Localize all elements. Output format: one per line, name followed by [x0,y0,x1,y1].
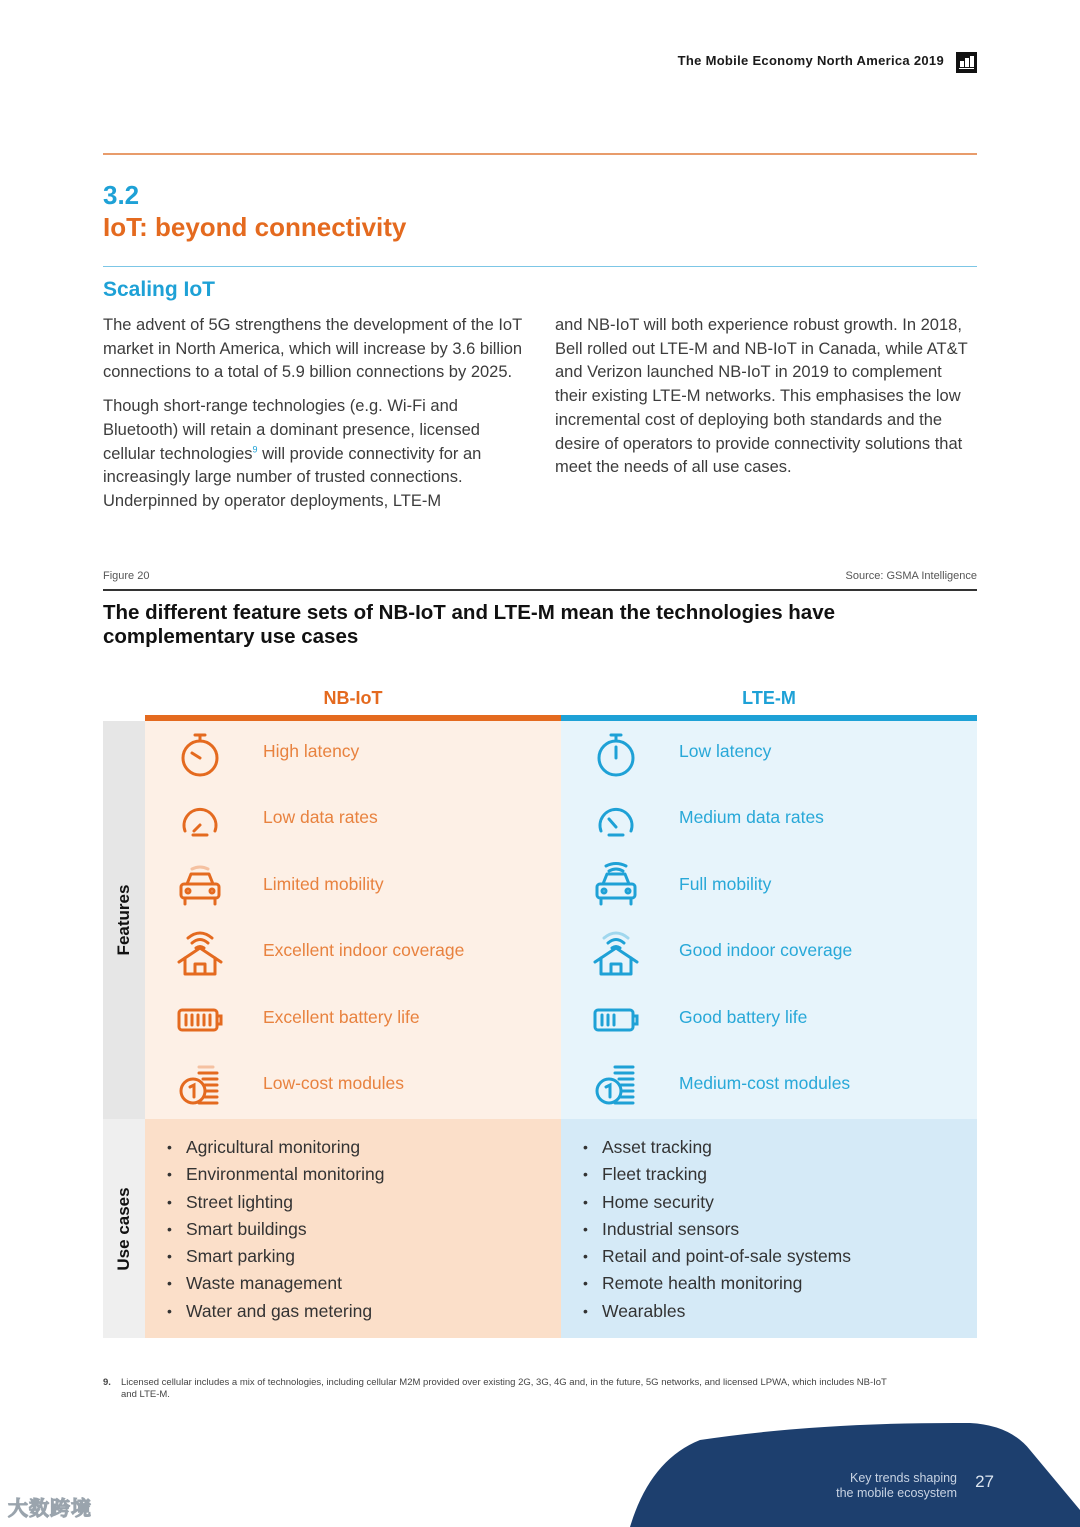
feature-text: Good indoor coverage [679,940,853,960]
feature-text: Good battery life [679,1007,808,1027]
feature-row [561,987,977,1053]
body-text: Though short-range technologies (e.g. Wi-Fi and Bluetooth) will retain a dominant presence, licensed cellular technologies [103,397,480,463]
list-item: • Home security [583,1189,851,1216]
feature-row [561,721,977,787]
figure-rule [103,589,977,591]
feature-text: Low-cost modules [263,1073,405,1093]
battery-icon [173,993,227,1047]
section-rule [103,153,977,155]
footnote-number: 9. [103,1377,111,1388]
page-number: 27 [975,1472,994,1491]
features-row-label [103,721,145,1119]
list-item: • Environmental monitoring [167,1161,384,1188]
nb-iot-column-header: NB-IoT [323,688,383,708]
feature-row [145,854,561,920]
running-header: The Mobile Economy North America 2019 [677,53,944,68]
footnote-text: Licensed cellular includes a mix of technologies, including cellular M2M provided over existing 2G, 3G, 4G and, in the future, 5G networks, and licensed LPWA, which includes NB-IoT and LTE-M. [121,1377,887,1400]
body-paragraph: The advent of 5G strengthens the development of the IoT market in North America, which will increase by 3.6 billion connections to a total of 5.9 billion connections by 2025. [103,316,523,382]
coins-icon [589,1059,643,1113]
feature-text: Limited mobility [263,874,384,894]
subsection-rule [103,266,977,267]
list-item: • Agricultural monitoring [167,1134,384,1161]
feature-text: High latency [263,741,360,761]
watermark: 大数跨境 [8,1498,92,1520]
body-text: will provide connectivity for an increasingly large number of trusted connections. Underpinned by operator deployments, LTE-M [103,444,482,510]
speedometer-icon [589,793,643,847]
footer-caption [836,1471,957,1501]
nb-iot-features [145,721,561,1119]
feature-row [561,920,977,986]
use-case-list [583,1134,851,1325]
house-signal-icon [589,926,643,980]
footer-caption-line: the mobile ecosystem [836,1486,957,1500]
feature-row [561,854,977,920]
stopwatch-icon [173,727,227,781]
features-label: Features [114,884,133,956]
list-item: • Waste management [167,1270,384,1297]
figure-label: Figure 20 [103,570,150,582]
footnote-ref[interactable]: 9 [252,444,258,455]
lte-m-features [561,721,977,1119]
section-title: IoT: beyond connectivity [103,212,407,242]
feature-row [145,1053,561,1119]
body-paragraph [103,395,533,514]
feature-text: Low data rates [263,807,378,827]
lte-m-use-cases [561,1119,977,1338]
feature-text: Medium data rates [679,807,824,827]
feature-text: Excellent battery life [263,1007,420,1027]
footnote [103,1377,903,1401]
list-item: • Retail and point-of-sale systems [583,1243,851,1270]
figure-source: Source: GSMA Intelligence [845,570,977,582]
feature-text: Full mobility [679,874,772,894]
feature-text: Medium-cost modules [679,1073,851,1093]
nb-iot-use-cases [145,1119,561,1338]
feature-row [561,787,977,853]
list-item: • Water and gas metering [167,1298,384,1325]
feature-row [145,920,561,986]
list-item: • Remote health monitoring [583,1270,851,1297]
list-item: • Asset tracking [583,1134,851,1161]
car-icon [173,860,227,914]
list-item: • Smart buildings [167,1216,384,1243]
use-cases-row-label [103,1119,145,1338]
section-number: 3.2 [103,180,140,210]
list-item: • Wearables [583,1298,851,1325]
car-icon [589,860,643,914]
list-item: • Industrial sensors [583,1216,851,1243]
lte-m-column-header: LTE-M [742,688,796,708]
use-cases-label: Use cases [114,1186,133,1271]
gsma-logo [956,52,977,73]
figure-title: The different feature sets of NB-IoT and LTE-M mean the technologies have complementary use cases [103,601,836,648]
feature-text: Low latency [679,741,772,761]
stopwatch-icon [589,727,643,781]
battery-icon [589,993,643,1047]
feature-text: Excellent indoor coverage [263,940,465,960]
feature-row [561,1053,977,1119]
coins-icon [173,1059,227,1113]
feature-row [145,721,561,787]
body-column-right [555,314,975,490]
feature-row [145,987,561,1053]
list-item: • Smart parking [167,1243,384,1270]
body-column-left [103,314,533,524]
list-item: • Fleet tracking [583,1161,851,1188]
body-paragraph: and NB-IoT will both experience robust growth. In 2018, Bell rolled out LTE-M and NB-IoT in Canada, while AT&T and Verizon launched NB-IoT in 2019 to complement their existing LTE-M networks. This emphasises the low incremental cost of deploying both standards and the desire of operators to provide connectivity solutions that meet the needs of all use cases. [555,316,968,477]
list-item: • Street lighting [167,1189,384,1216]
subsection-heading: Scaling IoT [103,278,216,301]
feature-row [145,787,561,853]
use-case-list [167,1134,384,1325]
footer-caption-line: Key trends shaping [849,1471,957,1485]
house-signal-icon [173,926,227,980]
speedometer-icon [173,793,227,847]
